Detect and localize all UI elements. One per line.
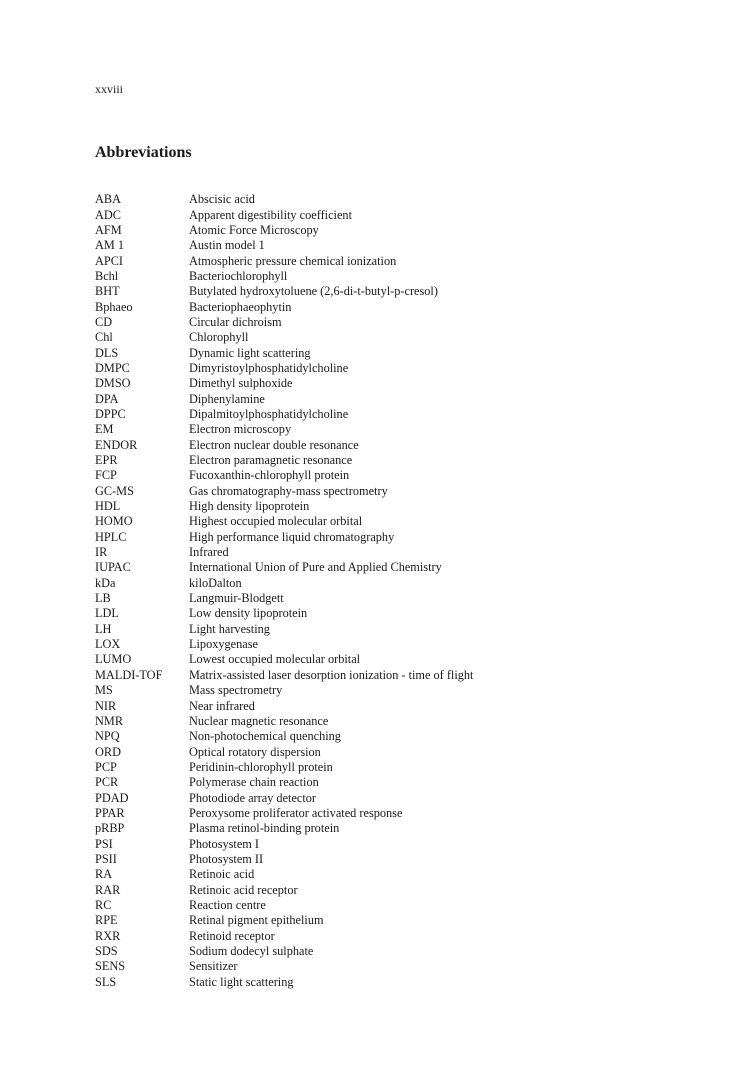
abbreviation-definition: Lowest occupied molecular orbital bbox=[189, 652, 361, 667]
list-item bbox=[95, 530, 695, 545]
abbreviation-definition: High performance liquid chromatography bbox=[189, 529, 395, 544]
abbreviation-definition: Electron paramagnetic resonance bbox=[189, 453, 353, 468]
list-item bbox=[95, 560, 695, 575]
abbreviation-definition: Abscisic acid bbox=[189, 192, 255, 207]
abbreviation-definition: Retinoid receptor bbox=[189, 928, 275, 943]
abbreviation-definition: Peroxysome proliferator activated response bbox=[189, 805, 403, 820]
list-item bbox=[95, 668, 695, 683]
abbreviation-term: PCP bbox=[95, 759, 117, 774]
abbreviation-definition: Photosystem II bbox=[189, 851, 264, 866]
list-item bbox=[95, 913, 695, 928]
list-item bbox=[95, 714, 695, 729]
abbreviation-term: DMPC bbox=[95, 360, 130, 375]
list-item bbox=[95, 806, 695, 821]
abbreviation-definition: Fucoxanthin-chlorophyll protein bbox=[189, 468, 350, 483]
abbreviation-term: DPPC bbox=[95, 406, 126, 421]
abbreviation-term: RC bbox=[95, 897, 112, 912]
abbreviation-term: RAR bbox=[95, 882, 121, 897]
list-item bbox=[95, 975, 695, 990]
abbreviation-definition: Near infrared bbox=[189, 698, 255, 713]
abbreviation-term: HPLC bbox=[95, 529, 127, 544]
abbreviation-term: Bphaeo bbox=[95, 299, 133, 314]
page-title: Abbreviations bbox=[95, 144, 192, 161]
abbreviation-definition: Matrix-assisted laser desorption ionization - time of flight bbox=[189, 667, 474, 682]
list-item bbox=[95, 637, 695, 652]
abbreviation-definition: Butylated hydroxytoluene (2,6-di-t-butyl-p-cresol) bbox=[189, 284, 438, 299]
abbreviation-definition: Highest occupied molecular orbital bbox=[189, 514, 363, 529]
list-item bbox=[95, 238, 695, 253]
abbreviation-definition: Dipalmitoylphosphatidylcholine bbox=[189, 406, 349, 421]
abbreviation-definition: Reaction centre bbox=[189, 897, 266, 912]
abbreviation-definition: Lipoxygenase bbox=[189, 637, 258, 652]
list-item bbox=[95, 345, 695, 360]
abbreviation-definition: Dimyristoylphosphatidylcholine bbox=[189, 360, 349, 375]
abbreviation-definition: Retinal pigment epithelium bbox=[189, 913, 324, 928]
abbreviation-definition: Peridinin-chlorophyll protein bbox=[189, 759, 333, 774]
list-item bbox=[95, 545, 695, 560]
list-item bbox=[95, 591, 695, 606]
abbreviation-term: GC-MS bbox=[95, 483, 134, 498]
abbreviation-term: AFM bbox=[95, 222, 122, 237]
list-item bbox=[95, 775, 695, 790]
abbreviation-definition: Infrared bbox=[189, 545, 229, 560]
list-item bbox=[95, 468, 695, 483]
list-item bbox=[95, 959, 695, 974]
abbreviation-term: FCP bbox=[95, 468, 117, 483]
abbreviation-definition: Diphenylamine bbox=[189, 391, 265, 406]
abbreviation-definition: Langmuir-Blodgett bbox=[189, 591, 284, 606]
list-item bbox=[95, 836, 695, 851]
list-item bbox=[95, 698, 695, 713]
abbreviation-definition: Nuclear magnetic resonance bbox=[189, 713, 329, 728]
abbreviation-term: pRBP bbox=[95, 821, 125, 836]
abbreviation-term: EM bbox=[95, 422, 114, 437]
list-item bbox=[95, 790, 695, 805]
abbreviation-term: LH bbox=[95, 621, 112, 636]
abbreviation-term: DLS bbox=[95, 345, 119, 360]
list-item bbox=[95, 422, 695, 437]
abbreviation-definition: Photosystem I bbox=[189, 836, 260, 851]
list-item bbox=[95, 269, 695, 284]
abbreviation-term: SDS bbox=[95, 944, 118, 959]
abbreviation-definition: Sodium dodecyl sulphate bbox=[189, 944, 314, 959]
abbreviation-list bbox=[95, 192, 695, 990]
list-item bbox=[95, 438, 695, 453]
abbreviation-term: HDL bbox=[95, 499, 121, 514]
list-item bbox=[95, 192, 695, 207]
list-item bbox=[95, 407, 695, 422]
abbreviation-definition: Atomic Force Microscopy bbox=[189, 222, 319, 237]
abbreviation-term: PDAD bbox=[95, 790, 129, 805]
list-item bbox=[95, 744, 695, 759]
abbreviation-definition: Dynamic light scattering bbox=[189, 345, 311, 360]
abbreviation-term: AM 1 bbox=[95, 238, 125, 253]
abbreviation-definition: Low density lipoprotein bbox=[189, 606, 308, 621]
list-item bbox=[95, 453, 695, 468]
abbreviation-term: NMR bbox=[95, 713, 124, 728]
abbreviation-definition: Austin model 1 bbox=[189, 238, 265, 253]
abbreviation-term: LOX bbox=[95, 637, 121, 652]
abbreviation-term: PPAR bbox=[95, 805, 125, 820]
abbreviation-term: SENS bbox=[95, 959, 126, 974]
abbreviation-definition: Atmospheric pressure chemical ionization bbox=[189, 253, 397, 268]
abbreviation-definition: Static light scattering bbox=[189, 974, 294, 989]
list-item bbox=[95, 207, 695, 222]
list-item bbox=[95, 284, 695, 299]
abbreviation-term: PCR bbox=[95, 775, 119, 790]
abbreviation-term: PSII bbox=[95, 851, 117, 866]
list-item bbox=[95, 683, 695, 698]
abbreviation-definition: Circular dichroism bbox=[189, 314, 282, 329]
abbreviation-term: Chl bbox=[95, 330, 113, 345]
abbreviation-definition: Bacteriochlorophyll bbox=[189, 268, 288, 283]
abbreviation-term: MS bbox=[95, 683, 113, 698]
abbreviation-term: LDL bbox=[95, 606, 119, 621]
abbreviation-definition: Electron nuclear double resonance bbox=[189, 437, 359, 452]
abbreviation-term: LUMO bbox=[95, 652, 132, 667]
list-item bbox=[95, 315, 695, 330]
abbreviation-term: BHT bbox=[95, 284, 120, 299]
abbreviation-term: DMSO bbox=[95, 376, 131, 391]
list-item bbox=[95, 729, 695, 744]
abbreviation-term: NIR bbox=[95, 698, 117, 713]
abbreviation-definition: kiloDalton bbox=[189, 575, 242, 590]
abbreviation-definition: Plasma retinol-binding protein bbox=[189, 821, 340, 836]
abbreviation-definition: Apparent digestibility coefficient bbox=[189, 207, 352, 222]
list-item bbox=[95, 376, 695, 391]
list-item bbox=[95, 299, 695, 314]
abbreviation-definition: High density lipoprotein bbox=[189, 499, 310, 514]
list-item bbox=[95, 944, 695, 959]
list-item bbox=[95, 867, 695, 882]
abbreviation-term: IUPAC bbox=[95, 560, 131, 575]
list-item bbox=[95, 852, 695, 867]
abbreviation-term: SLS bbox=[95, 974, 117, 989]
list-item bbox=[95, 929, 695, 944]
list-item bbox=[95, 652, 695, 667]
abbreviation-definition: Chlorophyll bbox=[189, 330, 249, 345]
list-item bbox=[95, 898, 695, 913]
abbreviation-term: DPA bbox=[95, 391, 119, 406]
abbreviation-term: RPE bbox=[95, 913, 118, 928]
abbreviation-definition: Optical rotatory dispersion bbox=[189, 744, 321, 759]
abbreviation-term: Bchl bbox=[95, 268, 119, 283]
list-item bbox=[95, 499, 695, 514]
list-item bbox=[95, 606, 695, 621]
page-number: xxviii bbox=[95, 82, 124, 96]
abbreviation-term: HOMO bbox=[95, 514, 133, 529]
abbreviation-term: PSI bbox=[95, 836, 113, 851]
abbreviation-definition: Light harvesting bbox=[189, 621, 270, 636]
list-item bbox=[95, 484, 695, 499]
list-item bbox=[95, 882, 695, 897]
abbreviation-term: ABA bbox=[95, 192, 121, 207]
abbreviation-term: ADC bbox=[95, 207, 121, 222]
list-item bbox=[95, 622, 695, 637]
abbreviation-term: MALDI-TOF bbox=[95, 667, 163, 682]
abbreviation-definition: Mass spectrometry bbox=[189, 683, 283, 698]
abbreviation-term: LB bbox=[95, 591, 111, 606]
abbreviation-definition: Non-photochemical quenching bbox=[189, 729, 341, 744]
list-item bbox=[95, 821, 695, 836]
abbreviation-definition: Electron microscopy bbox=[189, 422, 292, 437]
abbreviation-term: RA bbox=[95, 867, 113, 882]
abbreviation-term: RXR bbox=[95, 928, 121, 943]
abbreviation-term: CD bbox=[95, 314, 113, 329]
list-item bbox=[95, 253, 695, 268]
list-item bbox=[95, 330, 695, 345]
abbreviation-definition: Photodiode array detector bbox=[189, 790, 317, 805]
list-item bbox=[95, 223, 695, 238]
abbreviation-term: IR bbox=[95, 545, 108, 560]
abbreviation-term: EPR bbox=[95, 453, 118, 468]
list-item bbox=[95, 576, 695, 591]
abbreviation-term: ORD bbox=[95, 744, 121, 759]
abbreviation-definition: Retinoic acid receptor bbox=[189, 882, 298, 897]
abbreviation-definition: Gas chromatography-mass spectrometry bbox=[189, 483, 388, 498]
abbreviation-term: NPQ bbox=[95, 729, 120, 744]
list-item bbox=[95, 760, 695, 775]
abbreviation-term: kDa bbox=[95, 575, 116, 590]
abbreviation-definition: Bacteriophaeophytin bbox=[189, 299, 292, 314]
abbreviation-definition: International Union of Pure and Applied Chemistry bbox=[189, 560, 442, 575]
abbreviation-definition: Retinoic acid bbox=[189, 867, 255, 882]
abbreviation-term: APCI bbox=[95, 253, 124, 268]
abbreviation-term: ENDOR bbox=[95, 437, 138, 452]
list-item bbox=[95, 361, 695, 376]
abbreviation-definition: Dimethyl sulphoxide bbox=[189, 376, 293, 391]
list-item bbox=[95, 514, 695, 529]
abbreviation-definition: Sensitizer bbox=[189, 959, 238, 974]
abbreviation-definition: Polymerase chain reaction bbox=[189, 775, 319, 790]
list-item bbox=[95, 391, 695, 406]
